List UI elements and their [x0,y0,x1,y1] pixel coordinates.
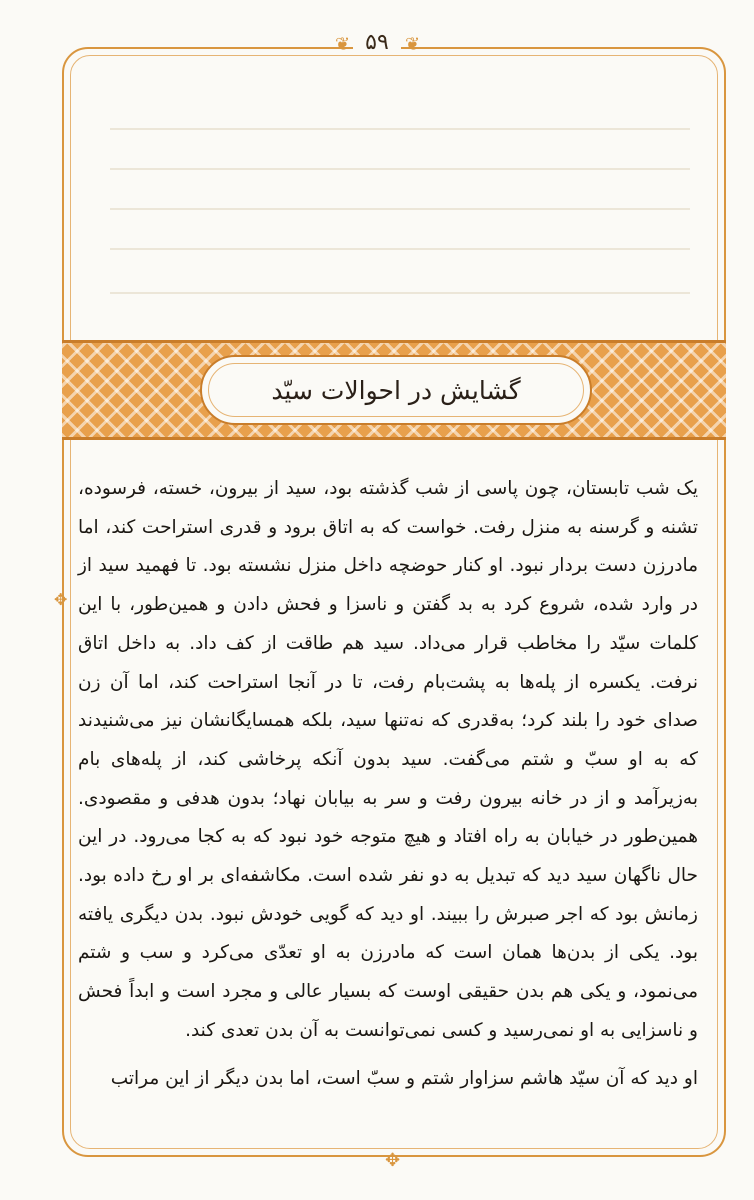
header-ornament-right-icon: ❦ [405,34,421,55]
title-plate [200,355,592,425]
bleed-through-line [110,168,690,170]
page-header [0,30,754,55]
paragraph: او دید که آن سیّد هاشم سزاوار شتم و سبّ است، اما بدن دیگر از این مراتب [110,1067,698,1089]
side-ornament-icon: ✥ [54,590,68,609]
section-title: گشایش در احوالات سیّد [271,375,521,405]
bleed-through-line [110,208,690,210]
header-ornament-left-icon: ❦ [335,34,351,55]
page-number: ۵۹ [353,30,401,55]
bleed-through-line [110,292,690,294]
bleed-through-line [110,248,690,250]
bleed-through-line [110,128,690,130]
body-text [78,470,698,1098]
paragraph: یک شب تابستان، چون پاسی از شب گذشته بود، سید از بیرون، خسته، فرسوده، تشنه و گرسنه به منزل رفت. خواست که به اتاق برود و قدری استراحت کند، اما مادرزن دست بردار نبود. او کنار حوضچه داخل منزل نشسته بود. تا فهمید سید از در وارد شده، شروع کرد به بد گفتن و ناسزا و فحش دادن و همین‌طور، با این کلمات سیّد را مخاطب قرار می‌داد. سید هم طاقت از کف داد. به داخل اتاق نرفت. یکسره از پله‌ها به پشت‌بام رفت، تا در آنجا استراحت کند، اما آن زن صدای خود را بلند کرد؛ به‌قدری که نه‌تنها سید، بلکه همسایگانشان نیز می‌شنیدند که به او سبّ و شتم می‌گفت. سید بدون آنکه پرخاشی کند، از پله‌های بام به‌زیرآمد و از در خانه بیرون رفت و سر به بیابان نهاد؛ بدون هدفی و مقصودی. همین‌طور در خیابان به راه افتاد و هیچ متوجه خود نبود که به کجا می‌رود. در این حال ناگهان سید دید که تبدیل به دو نفر شده است. مکاشفه‌ای بر او رخ داده بود. زمانش بود که اجر صبرش را ببیند. او دید که گویی خودش نبود. بدن دیگری یافته بود. یکی از بدن‌ها همان است که مادرزن به او تعدّی می‌کرد و سب و شتم می‌نمود، و یکی هم بدن حقیقی اوست که بسیار عالی و مجرد است و ابداً فحش و ناسزایی به او نمی‌رسید و کسی نمی‌توانست به آن بدن تعدی کند. [78,478,698,1041]
footer-ornament-icon: ✥ [385,1150,401,1171]
